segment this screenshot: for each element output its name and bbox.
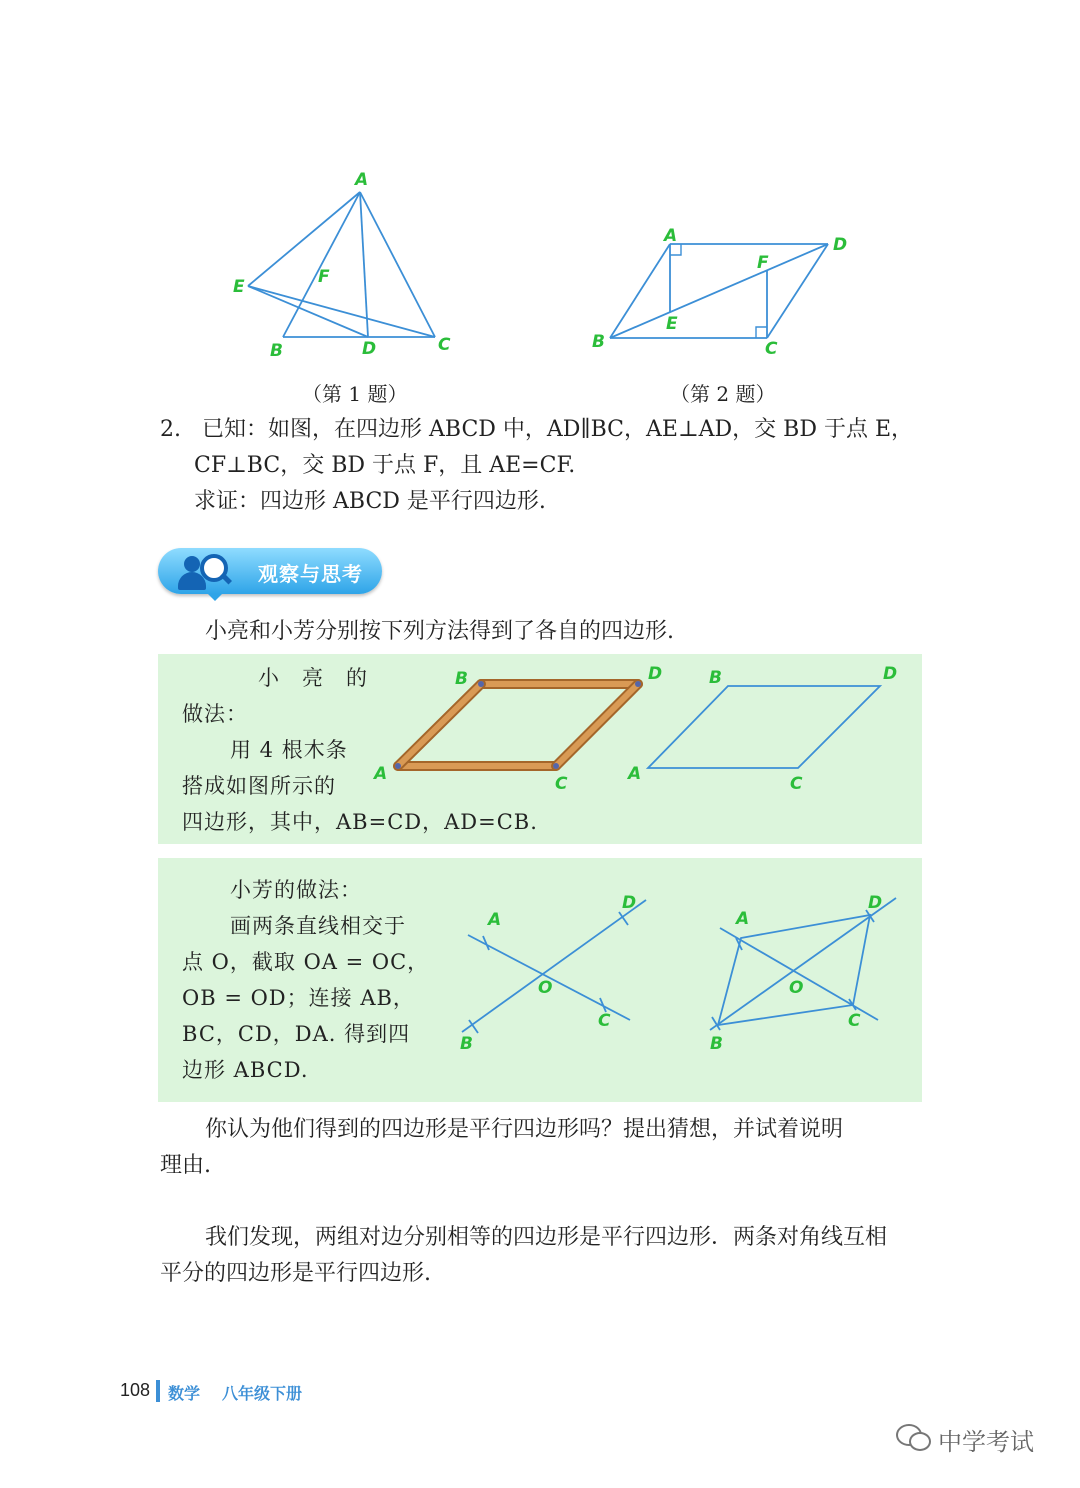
fig1-label-b: B <box>270 341 283 361</box>
wechat-icon <box>896 1422 932 1452</box>
footer-book: 八年级下册 <box>222 1384 303 1403</box>
question-line2: 理由. <box>160 1153 211 1178</box>
box1-label-d: D <box>883 664 898 684</box>
figure-1-caption: （第 1 题） <box>302 382 408 406</box>
page-number: 108 <box>120 1380 151 1400</box>
footer-divider <box>156 1380 160 1402</box>
box1-line4: 搭成如图所示的 <box>182 774 336 798</box>
fig2-label-e: E <box>666 314 678 334</box>
fig2-label-b: B <box>592 332 605 352</box>
box2-line5: BC，CD，DA. 得到四 <box>182 1022 411 1046</box>
box1-line3: 用 4 根木条 <box>230 738 348 762</box>
box1-line5: 四边形，其中，AB=CD，AD=CB. <box>182 810 538 834</box>
watermark: 中学考试 <box>938 1428 1034 1456</box>
box2-left-label-b: B <box>460 1034 473 1054</box>
box1-line2: 做法： <box>182 702 248 726</box>
conclusion-line2: 平分的四边形是平行四边形. <box>160 1261 431 1286</box>
fig2-label-c: C <box>765 339 778 359</box>
box1-wood-label-a: A <box>374 764 388 784</box>
fig1-label-e: E <box>233 277 245 297</box>
fig1-label-c: C <box>438 335 451 355</box>
box2-line4: OB = OD；连接 AB， <box>182 986 415 1010</box>
box2-line2: 画两条直线相交于 <box>230 914 406 938</box>
box2-left-label-c: C <box>598 1011 611 1031</box>
box1-wood-label-d: D <box>648 664 663 684</box>
fig1-label-f: F <box>318 267 330 287</box>
question-line1: 你认为他们得到的四边形是平行四边形吗？提出猜想，并试着说明 <box>205 1117 844 1142</box>
problem-2-line2: CF⊥BC，交 BD 于点 F，且 AE=CF. <box>194 453 576 478</box>
figure-2-caption: （第 2 题） <box>670 382 776 406</box>
section-intro: 小亮和小芳分别按下列方法得到了各自的四边形. <box>205 619 674 644</box>
box1-wood-label-b: B <box>455 669 468 689</box>
box2-line6: 边形 ABCD. <box>182 1058 309 1082</box>
fig2-label-d: D <box>833 235 848 255</box>
box1-label-c: C <box>790 774 803 794</box>
box2-line3: 点 O，截取 OA = OC， <box>182 950 430 974</box>
fig1-label-d: D <box>362 339 377 359</box>
box2-right-label-o: O <box>789 978 804 998</box>
box1-wood-label-c: C <box>555 774 568 794</box>
box2-right-label-d: D <box>868 893 883 913</box>
problem-2-line1: 已知：如图，在四边形 ABCD 中，AD∥BC，AE⊥AD，交 BD 于点 E， <box>202 417 914 442</box>
box2-left-label-d: D <box>622 893 637 913</box>
fig1-label-a: A <box>355 170 369 190</box>
footer-subject: 数学 <box>168 1384 201 1403</box>
box2-line1: 小芳的做法： <box>230 878 362 902</box>
box2-right-label-b: B <box>710 1034 723 1054</box>
box1-label-b: B <box>709 668 722 688</box>
box1-line1: 小 亮 的 <box>258 666 368 690</box>
problem-2-number: 2. <box>160 417 181 442</box>
box2-left-label-a: A <box>488 910 502 930</box>
fig2-label-a: A <box>664 226 678 246</box>
problem-2-line3: 求证：四边形 ABCD 是平行四边形. <box>194 489 546 514</box>
fig2-label-f: F <box>757 253 769 273</box>
box2-right-label-c: C <box>848 1011 861 1031</box>
box1-label-a: A <box>628 764 642 784</box>
box2-right-label-a: A <box>736 909 750 929</box>
conclusion-line1: 我们发现，两组对边分别相等的四边形是平行四边形．两条对角线互相 <box>205 1225 888 1250</box>
box2-left-label-o: O <box>538 978 553 998</box>
section-title: 观察与思考 <box>258 562 363 586</box>
